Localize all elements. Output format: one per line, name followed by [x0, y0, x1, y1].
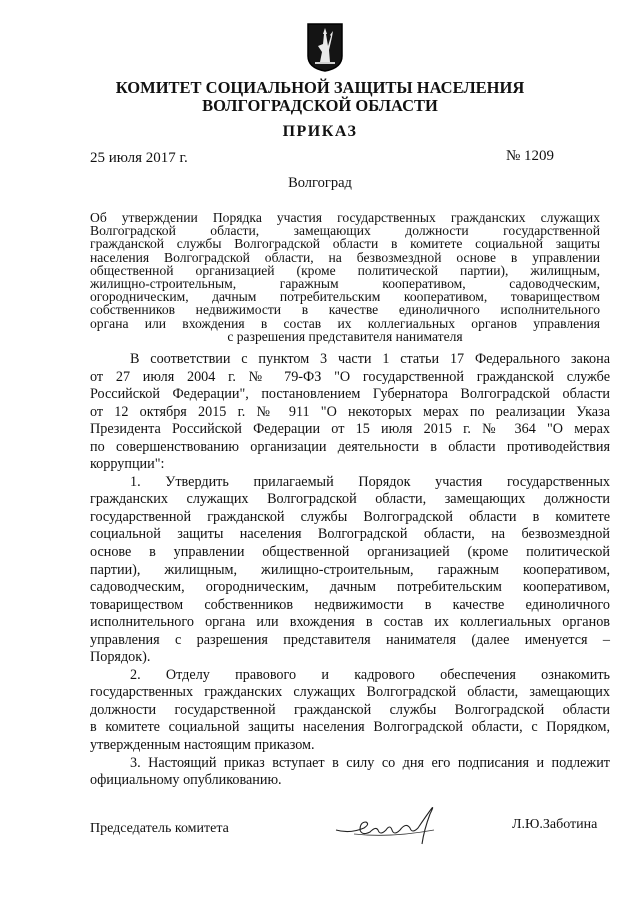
- title-line: с разрешения представителя нанимателя: [227, 328, 463, 344]
- title-line: огородническим, дачным потребительским кооперативом, товариществом: [90, 289, 600, 305]
- document-title: [90, 211, 600, 343]
- document-body: [90, 351, 610, 790]
- org-name-line2: ВОЛГОГРАДСКОЙ ОБЛАСТИ: [202, 96, 438, 115]
- volgograd-emblem-icon: [306, 22, 344, 72]
- body-line: от 27 июля 2004 г. № 79-ФЗ "О государственной гражданской службе: [90, 368, 610, 385]
- body-line: Российской Федерации", постановлением Губернатора Волгоградской области: [90, 386, 610, 403]
- body-line: от 12 октября 2015 г. № 911 "О некоторых мерах по реализации Указа: [90, 403, 610, 420]
- handwritten-signature: [330, 800, 470, 850]
- body-line: государственных гражданских служащих Волгоградской области, замещающих: [90, 684, 610, 701]
- body-line: государственной гражданской службы Волгоградской области в комитете: [90, 508, 610, 525]
- body-line: В соответствии с пунктом 3 части 1 статьи 17 Федерального закона: [130, 351, 610, 367]
- body-line: официальному опубликованию.: [90, 772, 282, 789]
- body-line: социальной защиты населения Волгоградской области, на безвозмездной: [90, 526, 610, 543]
- body-line: Президента Российской Федерации от 15 июля 2015 г. № 364 "О мерах: [90, 421, 610, 438]
- body-line: коррупции":: [90, 456, 165, 473]
- body-line: должности государственной гражданской службы Волгоградской области: [90, 701, 610, 718]
- title-line: гражданской службы Волгоградской области в комитете социальной защиты: [90, 236, 600, 252]
- body-line: по совершенствованию организации деятельности в области противодействия: [90, 438, 610, 455]
- body-line: партии), жилищным, жилищно-строительным, гаражным кооперативом,: [90, 561, 610, 578]
- title-line: жилищно-строительным, гаражным кооперативом, садоводческим,: [90, 276, 600, 292]
- body-line: садоводческим, огородническим, дачным потребительским кооперативом,: [90, 579, 610, 596]
- document-number: № 1209: [506, 148, 555, 164]
- body-line: 1. Утвердить прилагаемый Порядок участия государственных: [130, 473, 610, 490]
- body-line: 2. Отделу правового и кадрового обеспечения ознакомить: [130, 666, 610, 683]
- body-line: исполнительного органа или вхождения в состав их коллегиальных органов: [90, 614, 610, 631]
- body-line: товариществом собственников недвижимости в качестве единоличного: [90, 596, 610, 613]
- document-type: ПРИКАЗ: [282, 123, 358, 140]
- body-line: в комитете социальной защиты населения Волгоградской области, с Порядком,: [90, 719, 610, 736]
- title-line: Об утверждении Порядка участия государственных гражданских служащих: [90, 210, 600, 225]
- signatory-name: Л.Ю.Заботина: [512, 817, 598, 832]
- document-city: Волгоград: [288, 175, 352, 191]
- body-line: управления с разрешения представителя нанимателя (далее именуется –: [90, 631, 610, 648]
- document-date: 25 июля 2017 г.: [90, 150, 188, 166]
- signatory-position: Председатель комитета: [90, 821, 229, 836]
- body-line: Порядок).: [90, 649, 151, 666]
- title-line: органа или вхождения в состав их коллегиальных органов управления: [90, 315, 600, 331]
- title-line: Волгоградской области, замещающих должности государственной: [90, 223, 600, 239]
- body-line: основе в управлении общественной организацией (кроме политической: [90, 544, 610, 561]
- body-line: 3. Настоящий приказ вступает в силу со дня его подписания и подлежит: [130, 754, 610, 771]
- org-name-line1: КОМИТЕТ СОЦИАЛЬНОЙ ЗАЩИТЫ НАСЕЛЕНИЯ: [115, 78, 525, 97]
- title-line: собственников недвижимости в качестве единоличного исполнительного: [90, 302, 600, 318]
- body-line: утвержденным настоящим приказом.: [90, 737, 315, 754]
- title-line: общественной организацией (кроме политической партии), жилищным,: [90, 262, 600, 278]
- title-line: населения Волгоградской области, на безвозмездной основе в управлении: [90, 249, 600, 265]
- body-line: гражданских служащих Волгоградской области, замещающих должности: [90, 491, 610, 508]
